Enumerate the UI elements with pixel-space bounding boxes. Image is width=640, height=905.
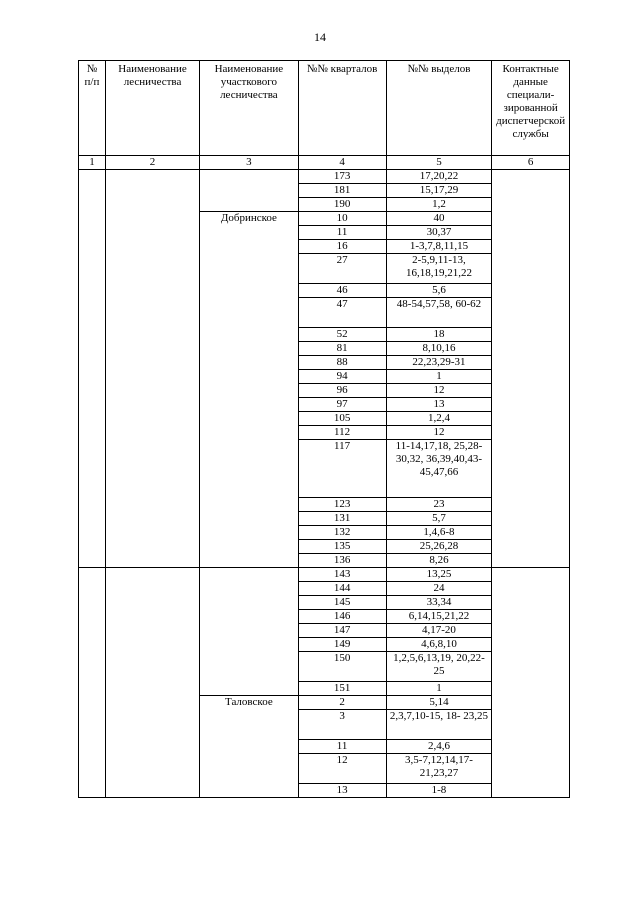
district-cell xyxy=(200,170,298,212)
plots-cell: 1 xyxy=(386,370,492,384)
plots-cell: 12 xyxy=(386,384,492,398)
table-row xyxy=(79,170,570,184)
district-cell: Таловское xyxy=(200,696,298,798)
plots-cell: 1-8 xyxy=(386,784,492,798)
quarter-cell: 12 xyxy=(298,754,386,784)
table-block-1 xyxy=(79,170,570,568)
plots-cell: 8,26 xyxy=(386,554,492,568)
plots-cell: 25,26,28 xyxy=(386,540,492,554)
plots-cell: 17,20,22 xyxy=(386,170,492,184)
header-district: Наименование участкового лесничества xyxy=(200,61,298,156)
index-cell: 3 xyxy=(200,156,298,170)
plots-cell: 8,10,16 xyxy=(386,342,492,356)
plots-cell: 24 xyxy=(386,582,492,596)
table-row xyxy=(79,568,570,582)
plots-cell: 15,17,29 xyxy=(386,184,492,198)
forestry-cell xyxy=(105,568,199,798)
quarter-cell: 117 xyxy=(298,440,386,498)
num-cell xyxy=(79,170,106,568)
plots-cell: 22,23,29-31 xyxy=(386,356,492,370)
plots-cell: 48-54,57,58, 60-62 xyxy=(386,298,492,328)
forestry-cell xyxy=(105,170,199,568)
plots-cell: 40 xyxy=(386,212,492,226)
index-row xyxy=(79,156,570,170)
index-cell: 5 xyxy=(386,156,492,170)
quarter-cell: 151 xyxy=(298,682,386,696)
index-cell: 1 xyxy=(79,156,106,170)
quarter-cell: 190 xyxy=(298,198,386,212)
quarter-cell: 135 xyxy=(298,540,386,554)
index-cell: 6 xyxy=(492,156,570,170)
plots-cell: 23 xyxy=(386,498,492,512)
plots-cell: 1 xyxy=(386,682,492,696)
plots-cell: 13 xyxy=(386,398,492,412)
quarter-cell: 11 xyxy=(298,740,386,754)
index-cell: 4 xyxy=(298,156,386,170)
plots-cell: 1-3,7,8,11,15 xyxy=(386,240,492,254)
quarter-cell: 13 xyxy=(298,784,386,798)
quarter-cell: 81 xyxy=(298,342,386,356)
num-cell xyxy=(79,568,106,798)
quarter-cell: 123 xyxy=(298,498,386,512)
plots-cell: 1,4,6-8 xyxy=(386,526,492,540)
plots-cell: 3,5-7,12,14,17- 21,23,27 xyxy=(386,754,492,784)
quarter-cell: 131 xyxy=(298,512,386,526)
quarter-cell: 150 xyxy=(298,652,386,682)
quarter-cell: 96 xyxy=(298,384,386,398)
forestry-table xyxy=(78,60,570,798)
district-cell: Добринское xyxy=(200,212,298,568)
quarter-cell: 88 xyxy=(298,356,386,370)
plots-cell: 6,14,15,21,22 xyxy=(386,610,492,624)
plots-cell: 33,34 xyxy=(386,596,492,610)
page-number: 14 xyxy=(314,30,326,44)
quarter-cell: 11 xyxy=(298,226,386,240)
plots-cell: 2-5,9,11-13, 16,18,19,21,22 xyxy=(386,254,492,284)
header-contact: Контактные данные специали-зированной диспетчерской службы xyxy=(492,61,570,156)
plots-cell: 5,7 xyxy=(386,512,492,526)
plots-cell: 18 xyxy=(386,328,492,342)
header-forestry: Наименование лесничества xyxy=(105,61,199,156)
quarter-cell: 136 xyxy=(298,554,386,568)
quarter-cell: 27 xyxy=(298,254,386,284)
header-row xyxy=(79,61,570,156)
quarter-cell: 3 xyxy=(298,710,386,740)
table-block-2 xyxy=(79,568,570,798)
quarter-cell: 144 xyxy=(298,582,386,596)
quarter-cell: 146 xyxy=(298,610,386,624)
contact-cell xyxy=(492,170,570,568)
plots-cell: 11-14,17,18, 25,28-30,32, 36,39,40,43- 45,47,66 xyxy=(386,440,492,498)
quarter-cell: 173 xyxy=(298,170,386,184)
header-quarters: №№ кварталов xyxy=(298,61,386,156)
quarter-cell: 181 xyxy=(298,184,386,198)
plots-cell: 30,37 xyxy=(386,226,492,240)
quarter-cell: 10 xyxy=(298,212,386,226)
quarter-cell: 46 xyxy=(298,284,386,298)
plots-cell: 4,6,8,10 xyxy=(386,638,492,652)
header-num: № п/п xyxy=(79,61,106,156)
quarter-cell: 112 xyxy=(298,426,386,440)
quarter-cell: 143 xyxy=(298,568,386,582)
plots-cell: 5,14 xyxy=(386,696,492,710)
quarter-cell: 149 xyxy=(298,638,386,652)
quarter-cell: 47 xyxy=(298,298,386,328)
quarter-cell: 16 xyxy=(298,240,386,254)
plots-cell: 2,4,6 xyxy=(386,740,492,754)
district-cell xyxy=(200,568,298,696)
quarter-cell: 97 xyxy=(298,398,386,412)
quarter-cell: 132 xyxy=(298,526,386,540)
plots-cell: 4,17-20 xyxy=(386,624,492,638)
index-cell: 2 xyxy=(105,156,199,170)
quarter-cell: 145 xyxy=(298,596,386,610)
quarter-cell: 52 xyxy=(298,328,386,342)
header-plots: №№ выделов xyxy=(386,61,492,156)
plots-cell: 1,2,4 xyxy=(386,412,492,426)
quarter-cell: 105 xyxy=(298,412,386,426)
plots-cell: 2,3,7,10-15, 18- 23,25 xyxy=(386,710,492,740)
quarter-cell: 2 xyxy=(298,696,386,710)
contact-cell xyxy=(492,568,570,798)
plots-cell: 12 xyxy=(386,426,492,440)
quarter-cell: 94 xyxy=(298,370,386,384)
plots-cell: 13,25 xyxy=(386,568,492,582)
quarter-cell: 147 xyxy=(298,624,386,638)
plots-cell: 1,2 xyxy=(386,198,492,212)
plots-cell: 5,6 xyxy=(386,284,492,298)
plots-cell: 1,2,5,6,13,19, 20,22-25 xyxy=(386,652,492,682)
